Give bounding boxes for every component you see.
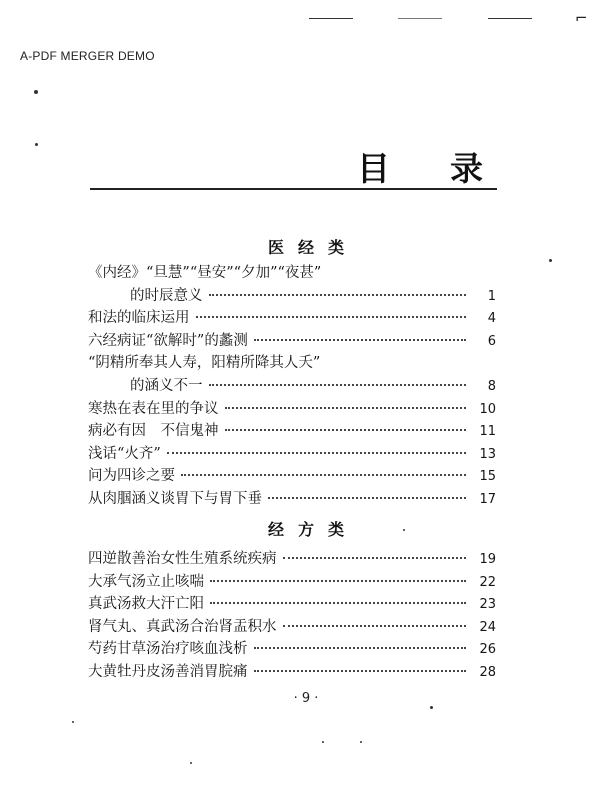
toc-entry-text: 病必有因 不信鬼神 xyxy=(88,423,219,440)
toc-page-number: 23 xyxy=(479,597,496,613)
toc-entry[interactable] xyxy=(88,352,496,375)
toc-entry-text: 问为四诊之要 xyxy=(88,468,175,485)
watermark-text: A-PDF MERGER DEMO xyxy=(20,49,155,63)
toc-entry[interactable] xyxy=(88,661,496,684)
toc-entry-text: 和法的临床运用 xyxy=(88,310,190,327)
dot-leader xyxy=(225,429,467,431)
header-rule xyxy=(398,18,442,19)
toc-entry[interactable] xyxy=(88,443,496,466)
scan-speck xyxy=(190,762,192,764)
section-heading: 医经类 xyxy=(267,238,358,257)
scan-speck xyxy=(322,741,324,743)
toc-entry-text: 肾气丸、真武汤合治肾盂积水 xyxy=(88,618,277,635)
toc-page-number: 26 xyxy=(479,642,496,658)
toc-entry[interactable] xyxy=(88,330,496,353)
toc-entry-text: 芍药甘草汤治疗咳血浅析 xyxy=(88,641,248,658)
dot-leader xyxy=(210,602,466,604)
toc-page-number: 17 xyxy=(479,491,496,507)
dot-leader xyxy=(209,294,467,296)
dot-leader xyxy=(167,452,466,454)
toc-entry[interactable] xyxy=(88,465,496,488)
toc-entry-text: “阴精所奉其人寿，阳精所降其人夭” xyxy=(88,355,321,372)
dot-leader xyxy=(209,384,467,386)
toc-entry[interactable] xyxy=(88,571,496,594)
scan-speck xyxy=(72,721,74,723)
toc-entry[interactable] xyxy=(88,420,496,443)
toc-title-char-2: 录 xyxy=(450,149,483,188)
toc-entry-text: 的时辰意义 xyxy=(130,287,203,304)
dot-leader xyxy=(254,339,466,341)
toc-entry[interactable] xyxy=(88,593,496,616)
dot-leader xyxy=(181,474,466,476)
section-heading: 经方类 xyxy=(267,520,358,539)
scan-speck xyxy=(360,741,362,743)
toc-entry-text: 大黄牡丹皮汤善消胃脘痛 xyxy=(88,663,248,680)
scan-speck xyxy=(549,259,552,262)
toc-page-number: 22 xyxy=(479,574,496,590)
toc-page-number: 11 xyxy=(479,424,496,440)
scan-speck xyxy=(35,143,38,146)
toc-page-number: 1 xyxy=(487,288,496,304)
toc-page-number: 4 xyxy=(487,311,496,327)
dot-leader xyxy=(225,407,467,409)
header-rule xyxy=(488,18,532,19)
toc-title-char-1: 目 xyxy=(357,149,390,188)
toc-entry[interactable] xyxy=(88,638,496,661)
dot-leader xyxy=(268,497,466,499)
toc-entry-text: 六经病证“欲解时”的蠡测 xyxy=(88,332,248,349)
toc-entry-text: 的涵义不一 xyxy=(130,377,203,394)
dot-leader xyxy=(254,670,467,672)
scan-speck xyxy=(34,90,38,94)
toc-page-number: 28 xyxy=(479,664,496,680)
toc-entry[interactable] xyxy=(88,307,496,330)
toc-entry[interactable] xyxy=(88,262,496,285)
toc-entry[interactable] xyxy=(88,285,496,308)
header-mark: ⌐ xyxy=(575,9,588,27)
header-rule xyxy=(309,18,353,19)
dot-leader xyxy=(196,316,467,318)
scan-speck xyxy=(430,706,433,709)
toc-entry-text: 浅话“火齐” xyxy=(88,445,161,462)
toc-page-number: 10 xyxy=(479,401,496,417)
toc-entry[interactable] xyxy=(88,375,496,398)
toc-list xyxy=(88,262,496,511)
toc-entry[interactable] xyxy=(88,398,496,421)
toc-page-number: 24 xyxy=(479,619,496,635)
toc-entry-text: 寒热在表在里的争议 xyxy=(88,400,219,417)
page-number: · 9 · xyxy=(293,691,319,706)
toc-entry-text: 真武汤救大汗亡阳 xyxy=(88,596,204,613)
toc-page-number: 6 xyxy=(487,333,496,349)
dot-leader xyxy=(254,647,467,649)
toc-page-number: 13 xyxy=(479,446,496,462)
toc-entry-text: 四逆散善治女性生殖系统疾病 xyxy=(88,551,277,567)
toc-entry-text: 大承气汤立止咳喘 xyxy=(88,573,204,590)
dot-leader xyxy=(283,625,467,627)
toc-page-number: 19 xyxy=(479,552,496,567)
toc-page-number: 15 xyxy=(479,469,496,485)
toc-entry-text: 从肉腘涵义谈胃下与胃下垂 xyxy=(88,490,262,507)
dot-leader xyxy=(210,580,466,582)
toc-page-number: 8 xyxy=(487,378,496,394)
toc-entry[interactable] xyxy=(88,548,496,571)
toc-entry[interactable] xyxy=(88,616,496,639)
toc-list xyxy=(88,548,496,684)
dot-leader xyxy=(283,557,467,559)
toc-entry-text: 《内经》“旦慧”“昼安”“夕加”“夜甚” xyxy=(88,265,322,281)
title-underline xyxy=(90,188,497,190)
toc-entry[interactable] xyxy=(88,488,496,511)
